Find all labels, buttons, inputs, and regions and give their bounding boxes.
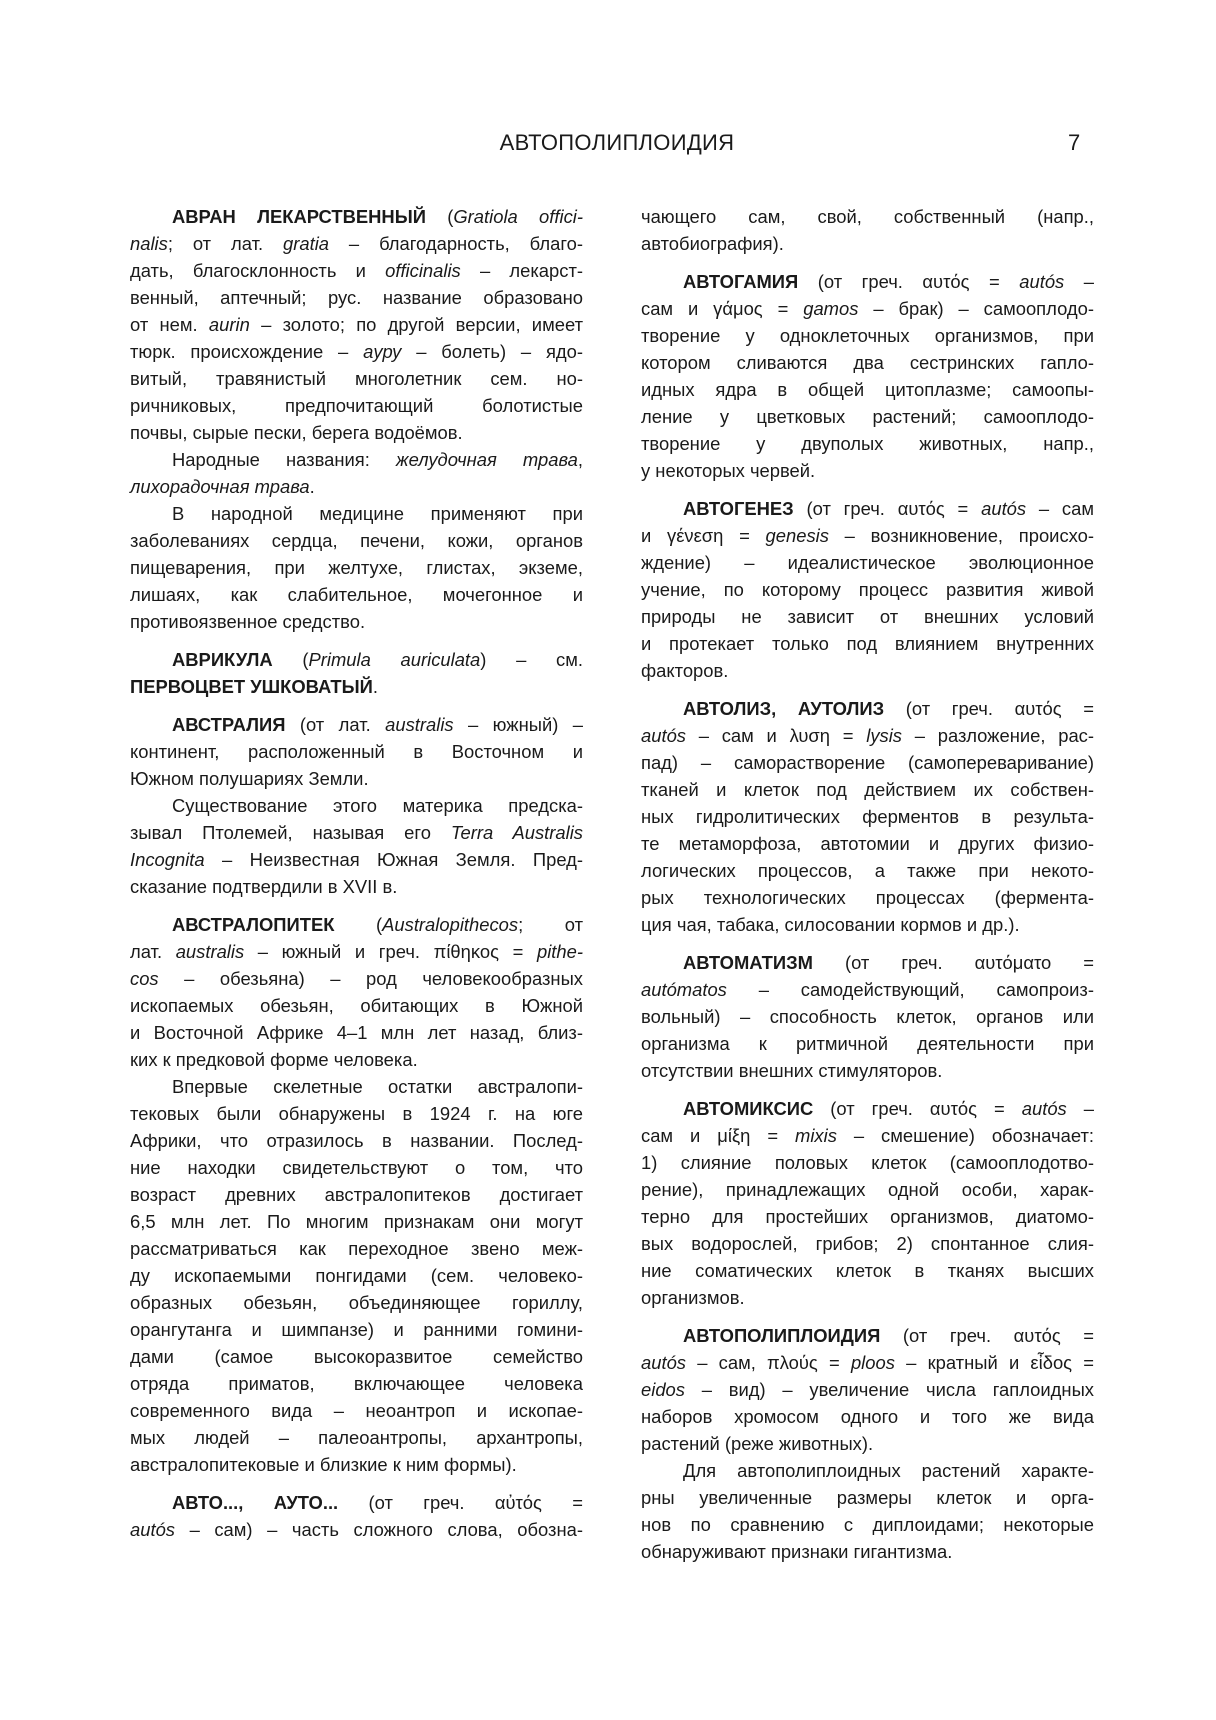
text: организма к ритмичной деятельности при: [641, 1033, 1094, 1054]
text: сам и μίξη =: [641, 1125, 796, 1146]
italic-term: gamos: [803, 298, 859, 319]
text: .: [309, 476, 315, 497]
text-line: [641, 268, 1094, 295]
text: –: [1066, 1098, 1094, 1119]
text-line: [641, 1538, 1094, 1565]
dictionary-entry: [130, 646, 583, 700]
text: (от греч. αυτός =: [813, 1098, 1022, 1119]
text-line: [641, 911, 1094, 938]
text: – сам, πλούς =: [686, 1352, 851, 1373]
text-line: [130, 311, 583, 338]
text-line: [641, 376, 1094, 403]
headword: АВТОГАМИЯ: [683, 271, 799, 292]
italic-term: nalis: [130, 233, 168, 254]
text: (от греч. αὐτός =: [338, 1492, 583, 1513]
headword: АВТОПОЛИПЛОИДИЯ: [683, 1325, 881, 1346]
text: (от греч. αυτός =: [884, 698, 1094, 719]
text: – золото; по другой версии, имеет: [249, 314, 583, 335]
text-line: [130, 819, 583, 846]
text-line: [641, 1457, 1094, 1484]
headword: АВСТРАЛОПИТЕК: [172, 914, 335, 935]
text-line: [641, 1122, 1094, 1149]
text-line: [130, 846, 583, 873]
text-line: [641, 857, 1094, 884]
text: факторов.: [641, 660, 729, 681]
text: – Неизвестная Южная Земля. Пред-: [204, 849, 583, 870]
italic-term: Primula auriculata: [308, 649, 481, 670]
dictionary-entry: [641, 695, 1094, 938]
text-line: [641, 230, 1094, 257]
text: пищеварения, при желтухе, глистах, экземе,: [130, 557, 583, 578]
text-line: [641, 1230, 1094, 1257]
text: – южный и греч. πίθηκος =: [244, 941, 537, 962]
entry-paragraph: [641, 203, 1094, 257]
text-line: [130, 1289, 583, 1316]
text: противоязвенное средство.: [130, 611, 366, 632]
text: рение), принадлежащих одной особи, харак-: [641, 1179, 1094, 1200]
text: и γένεση =: [641, 525, 766, 546]
text: ) – см.: [480, 649, 583, 670]
text: наборов хромосом одного и того же вида: [641, 1406, 1094, 1427]
text-line: [641, 830, 1094, 857]
text: зывал Птолемей, называя его: [130, 822, 451, 843]
text-line: [130, 1235, 583, 1262]
italic-term: gratia: [283, 233, 330, 254]
text-line: [641, 1349, 1094, 1376]
text-line: [130, 392, 583, 419]
text-line: [130, 1516, 583, 1543]
text: современного вида – неоантроп и ископае-: [130, 1400, 583, 1421]
text: рны увеличенные размеры клеток и орга-: [641, 1487, 1094, 1508]
italic-term: lysis: [866, 725, 902, 746]
text-line: [641, 1403, 1094, 1430]
text: ние находки свидетельствуют о том, что: [130, 1157, 583, 1178]
dictionary-entry: [130, 711, 583, 792]
headword: АВТО..., АУТО...: [172, 1492, 339, 1513]
text-line: [130, 1262, 583, 1289]
text-line: [130, 938, 583, 965]
text-line: [130, 338, 583, 365]
text-line: [130, 873, 583, 900]
entry-paragraph: [130, 1073, 583, 1478]
text: образных обезьян, объединяющее гориллу,: [130, 1292, 583, 1313]
text: растений (реже животных).: [641, 1433, 874, 1454]
headword: АВТОМИКСИС: [683, 1098, 814, 1119]
italic-term: Incognita: [130, 849, 205, 870]
text: творение у одноклеточных организмов, при: [641, 325, 1094, 346]
text-line: [641, 657, 1094, 684]
entry-paragraph: [130, 446, 583, 500]
text-line: [641, 1284, 1094, 1311]
text-line: [641, 803, 1094, 830]
text: –: [1064, 271, 1094, 292]
text: обнаруживают признаки гигантизма.: [641, 1541, 953, 1562]
headword: АВРАН ЛЕКАРСТВЕННЫЙ: [172, 206, 426, 227]
italic-term: Australopithecos: [382, 914, 519, 935]
dictionary-entry: [641, 268, 1094, 484]
text-line: [130, 203, 583, 230]
text: лишаях, как слабительное, мочегонное и: [130, 584, 583, 605]
text-line: [641, 949, 1094, 976]
text-line: [130, 365, 583, 392]
text-line: [641, 576, 1094, 603]
text-line: [641, 1257, 1094, 1284]
text-line: [641, 1484, 1094, 1511]
text-line: [641, 1095, 1094, 1122]
running-head-title: АВТОПОЛИПЛОИДИЯ: [499, 130, 735, 155]
text: ция чая, табака, силосовании кормов и др.).: [641, 914, 1020, 935]
text-line: [130, 446, 583, 473]
text: заболеваниях сердца, печени, кожи, органов: [130, 530, 583, 551]
text-line: [130, 1343, 583, 1370]
text: рассматриваться как переходное звено меж-: [130, 1238, 583, 1259]
italic-term: pithe-: [536, 941, 583, 962]
text: витый, травянистый многолетник сем. но-: [130, 368, 583, 389]
text: логических процессов, а также при некото-: [641, 860, 1094, 881]
text-line: [130, 738, 583, 765]
text: лат.: [130, 941, 176, 962]
text-line: [130, 1046, 583, 1073]
text: .: [372, 676, 378, 697]
text: 6,5 млн лет. По многим признакам они могут: [130, 1211, 583, 1232]
text: ние соматических клеток в тканях высших: [641, 1260, 1094, 1281]
dictionary-entry: [130, 1489, 583, 1543]
text: мых людей – палеоантропы, архантропы,: [130, 1427, 583, 1448]
text-line: [641, 495, 1094, 522]
text: ; от лат.: [167, 233, 283, 254]
text: природы не зависит от внешних условий: [641, 606, 1094, 627]
text: – болеть) – ядо-: [401, 341, 584, 362]
text: дами (самое высокоразвитое семейство: [130, 1346, 583, 1367]
text: и Восточной Африке 4–1 млн лет назад, близ-: [130, 1022, 583, 1043]
italic-term: officinalis: [385, 260, 461, 281]
text-line: [641, 1376, 1094, 1403]
text-line: [641, 430, 1094, 457]
text: пад) – саморастворение (самопереваривание): [641, 752, 1094, 773]
text-line: [641, 1322, 1094, 1349]
text-line: [130, 1208, 583, 1235]
text: сам и γάμος =: [641, 298, 804, 319]
text-line: [641, 1176, 1094, 1203]
text: ление у цветковых растений; самооплодо-: [641, 406, 1094, 427]
text: сказание подтвердили в XVII в.: [130, 876, 398, 897]
text-line: [130, 1073, 583, 1100]
text: чающего сам, свой, собственный (напр.,: [641, 206, 1094, 227]
text: и протекает только под влиянием внутренних: [641, 633, 1094, 654]
text: ; от: [518, 914, 583, 935]
text: венный, аптечный; рус. название образовано: [130, 287, 583, 308]
running-head: [0, 130, 1216, 160]
text-line: [641, 884, 1094, 911]
text: автобиография).: [641, 233, 784, 254]
text: тековых были обнаружены в 1924 г. на юге: [130, 1103, 583, 1124]
text-line: [641, 1511, 1094, 1538]
headword: АВТОЛИЗ, АУТОЛИЗ: [683, 698, 885, 719]
text: В народной медицине применяют при: [172, 503, 583, 524]
text-line: [641, 1057, 1094, 1084]
text-line: [641, 549, 1094, 576]
text-line: [130, 473, 583, 500]
dictionary-entry: [641, 1322, 1094, 1457]
headword: АВСТРАЛИЯ: [172, 714, 286, 735]
text-line: [130, 257, 583, 284]
text-line: [130, 1181, 583, 1208]
italic-term: australis: [175, 941, 245, 962]
text: орангутанга и шимпанзе) и ранними гомини-: [130, 1319, 583, 1340]
text: – южный) –: [453, 714, 583, 735]
entry-paragraph: [130, 792, 583, 900]
text: (от греч. αυτός =: [798, 271, 1020, 292]
text: (от греч. αυτός =: [793, 498, 982, 519]
text-line: [130, 1451, 583, 1478]
text: ных гидролитических ферментов в результа-: [641, 806, 1094, 827]
entry-paragraph: [130, 500, 583, 635]
text-line: [130, 1489, 583, 1516]
text: Народные названия:: [172, 449, 396, 470]
text: – вид) – увеличение числа гаплоидных: [684, 1379, 1094, 1400]
text-line: [130, 646, 583, 673]
text: нов по сравнению с диплоидами; некоторые: [641, 1514, 1094, 1535]
text: вольный) – способность клеток, органов или: [641, 1006, 1094, 1027]
text: – самодействующий, самопроиз-: [726, 979, 1094, 1000]
italic-term: autós: [130, 1519, 175, 1540]
text: организмов.: [641, 1287, 745, 1308]
text: тканей и клеток под действием их собствен-: [641, 779, 1094, 800]
headword: ПЕРВОЦВЕТ УШКОВАТЫЙ: [130, 676, 373, 697]
text: от нем.: [130, 314, 209, 335]
text: 1) слияние половых клеток (самооплодотво-: [641, 1152, 1094, 1173]
italic-term: лихорадочная трава: [130, 476, 310, 497]
headword: АВТОМАТИЗМ: [683, 952, 813, 973]
text-line: [130, 1370, 583, 1397]
left-column: [130, 203, 583, 1543]
italic-term: Gratiola offici-: [453, 206, 583, 227]
text: ду ископаемыми понгидами (сем. человеко-: [130, 1265, 583, 1286]
entry-paragraph: [641, 1457, 1094, 1565]
text: у некоторых червей.: [641, 460, 816, 481]
text-line: [130, 230, 583, 257]
text-line: [130, 992, 583, 1019]
text-line: [641, 403, 1094, 430]
text: терно для простейших организмов, диатомо-: [641, 1206, 1094, 1227]
text: отсутствии внешних стимуляторов.: [641, 1060, 943, 1081]
text-line: [130, 608, 583, 635]
text-line: [130, 500, 583, 527]
italic-term: autós: [641, 1352, 686, 1373]
text: ,: [577, 449, 583, 470]
italic-term: eidos: [641, 1379, 685, 1400]
text-line: [641, 295, 1094, 322]
text: творение у двуполых животных, напр.,: [641, 433, 1094, 454]
text-line: [130, 1127, 583, 1154]
dictionary-entry: [641, 949, 1094, 1084]
text: возраст древних австралопитеков достигает: [130, 1184, 583, 1205]
text-line: [130, 711, 583, 738]
page-number: 7: [1068, 130, 1081, 155]
text: – лекарст-: [460, 260, 583, 281]
text: Существование этого материка предска-: [172, 795, 583, 816]
text-line: [641, 722, 1094, 749]
italic-term: желудочная трава: [395, 449, 578, 470]
text: Для автополиплоидных растений характе-: [683, 1460, 1094, 1481]
text: Африки, что отразилось в названии. Послед-: [130, 1130, 583, 1151]
text-line: [641, 457, 1094, 484]
text-line: [130, 527, 583, 554]
text: Впервые скелетные остатки австралопи-: [172, 1076, 583, 1097]
text: – сам) – часть сложного слова, обозна-: [175, 1519, 583, 1540]
text: ких к предковой форме человека.: [130, 1049, 418, 1070]
text-line: [130, 911, 583, 938]
headword: АВРИКУЛА: [172, 649, 273, 670]
text: (от лат.: [285, 714, 386, 735]
text: (: [425, 206, 454, 227]
dictionary-entry: [130, 203, 583, 446]
text-line: [130, 1397, 583, 1424]
italic-term: aurin: [208, 314, 250, 335]
text-line: [641, 1003, 1094, 1030]
text: (: [334, 914, 383, 935]
text: ричниковых, предпочитающий болотистые: [130, 395, 583, 416]
text: австралопитековые и близкие к ним формы).: [130, 1454, 517, 1475]
text-line: [130, 419, 583, 446]
text-line: [641, 749, 1094, 776]
italic-term: autós: [641, 725, 686, 746]
text-line: [130, 284, 583, 311]
text-line: [641, 1030, 1094, 1057]
text-line: [641, 1203, 1094, 1230]
text: (от греч. αυτόματο =: [812, 952, 1094, 973]
text: Южном полушариях Земли.: [130, 768, 369, 789]
text: дать, благосклонность и: [130, 260, 386, 281]
text: почвы, сырые пески, берега водоёмов.: [130, 422, 463, 443]
italic-term: autós: [1019, 271, 1065, 292]
dictionary-entry: [130, 911, 583, 1073]
italic-term: ploos: [850, 1352, 895, 1373]
headword: АВТОГЕНЕЗ: [683, 498, 794, 519]
text-line: [130, 1154, 583, 1181]
italic-term: autós: [1021, 1098, 1067, 1119]
right-column: [641, 203, 1094, 1565]
text-line: [130, 1424, 583, 1451]
text: – разложение, рас-: [902, 725, 1094, 746]
text-line: [641, 522, 1094, 549]
text-line: [641, 776, 1094, 803]
text-line: [641, 976, 1094, 1003]
text: континент, расположенный в Восточном и: [130, 741, 583, 762]
text-line: [641, 630, 1094, 657]
text: (от греч. αυτός =: [880, 1325, 1094, 1346]
text-line: [641, 695, 1094, 722]
text-line: [130, 1100, 583, 1127]
dictionary-entry: [641, 1095, 1094, 1311]
text: – смешение) обозначает:: [836, 1125, 1094, 1146]
text-line: [641, 322, 1094, 349]
text: (: [272, 649, 309, 670]
text: ископаемых обезьян, обитающих в Южной: [130, 995, 583, 1016]
text-line: [130, 554, 583, 581]
dictionary-entry: [641, 495, 1094, 684]
text-line: [130, 792, 583, 819]
text: идных ядра в общей цитоплазме; самоопы-: [641, 379, 1094, 400]
italic-term: cos: [130, 968, 159, 989]
text: отряда приматов, включающее человека: [130, 1373, 583, 1394]
text-line: [130, 965, 583, 992]
text: – брак) – самооплодо-: [858, 298, 1094, 319]
text: те метаморфоза, автотомии и других физио-: [641, 833, 1094, 854]
text: – благодарность, благо-: [329, 233, 583, 254]
italic-term: australis: [385, 714, 454, 735]
text-line: [641, 1149, 1094, 1176]
text: – кратный и εἶδος =: [894, 1352, 1094, 1373]
text: – сам и λυση =: [686, 725, 867, 746]
italic-term: autós: [981, 498, 1027, 519]
text-line: [130, 1316, 583, 1343]
text: учение, по которому процесс развития живой: [641, 579, 1094, 600]
italic-term: Terra Australis: [450, 822, 583, 843]
text-line: [641, 1430, 1094, 1457]
text-line: [641, 349, 1094, 376]
text: – возникновение, происхо-: [828, 525, 1094, 546]
text-line: [641, 603, 1094, 630]
text-line: [130, 673, 583, 700]
text: ждение) – идеалистическое эволюционное: [641, 552, 1094, 573]
text: тюрк. происхождение –: [130, 341, 364, 362]
text: – сам: [1026, 498, 1095, 519]
text-line: [130, 765, 583, 792]
italic-term: autómatos: [641, 979, 727, 1000]
text-line: [641, 203, 1094, 230]
text: котором сливаются два сестринских гапло-: [641, 352, 1094, 373]
text: вых водорослей, грибов; 2) спонтанное слия-: [641, 1233, 1094, 1254]
italic-term: genesis: [765, 525, 829, 546]
text: – обезьяна) – род человекообразных: [158, 968, 583, 989]
italic-term: аyру: [363, 341, 402, 362]
text-line: [130, 1019, 583, 1046]
text-line: [130, 581, 583, 608]
text: рых технологических процессах (фермента-: [641, 887, 1094, 908]
italic-term: mixis: [795, 1125, 837, 1146]
